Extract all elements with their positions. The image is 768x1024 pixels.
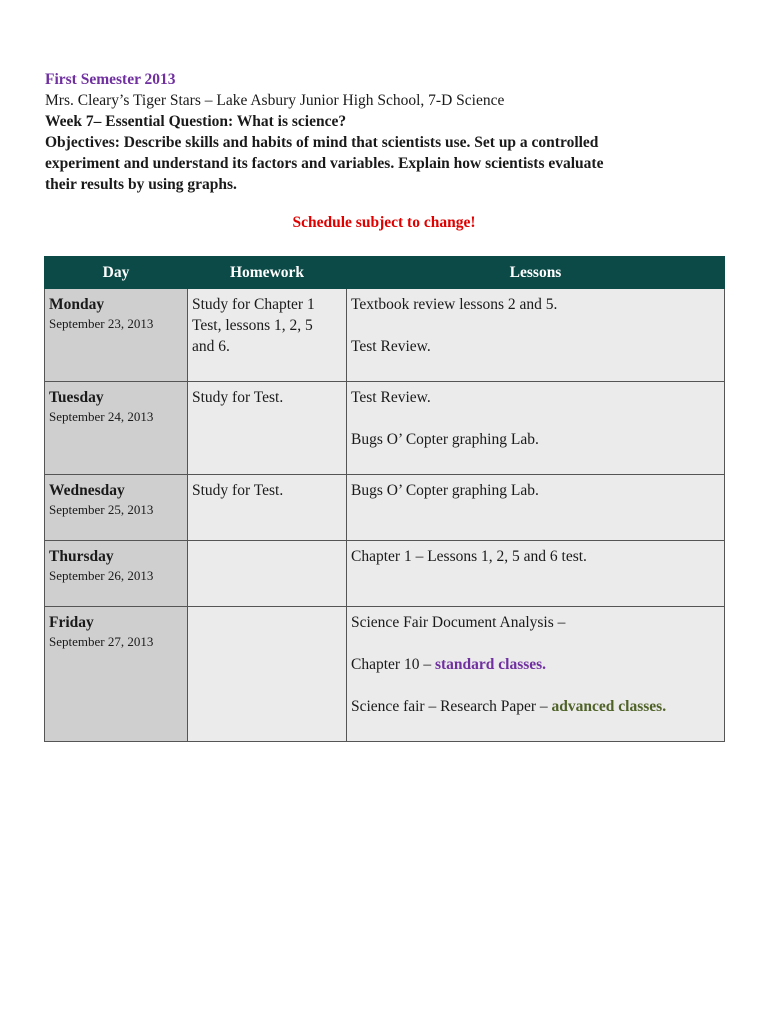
- lessons-cell: [347, 607, 725, 742]
- header-lessons: Lessons: [347, 257, 725, 289]
- day-cell: [45, 541, 188, 607]
- standard-classes-label: standard classes.: [434, 656, 547, 673]
- objectives: [45, 132, 735, 195]
- lesson-line: Textbook review lessons 2 and 5.: [351, 296, 558, 313]
- day-name: Tuesday: [49, 389, 104, 406]
- lesson-line: Test Review.: [351, 389, 431, 406]
- table-row: [45, 289, 725, 382]
- essential-question: Week 7– Essential Question: What is science?: [45, 113, 347, 130]
- lessons-cell: [347, 475, 725, 541]
- objectives-line: their results by using graphs.: [45, 176, 237, 193]
- day-cell: [45, 607, 188, 742]
- day-date: September 27, 2013: [49, 634, 154, 649]
- table-row: [45, 541, 725, 607]
- day-date: September 25, 2013: [49, 502, 154, 517]
- homework-cell: [188, 541, 347, 607]
- homework-cell: [188, 289, 347, 382]
- day-date: September 24, 2013: [49, 409, 154, 424]
- lesson-line: Bugs O’ Copter graphing Lab.: [351, 431, 539, 448]
- lesson-line: [351, 696, 719, 717]
- table-header-row: [45, 257, 725, 289]
- lesson-line: Science Fair Document Analysis –: [351, 614, 566, 631]
- day-name: Thursday: [49, 548, 114, 565]
- schedule-notice: Schedule subject to change!: [292, 214, 476, 231]
- table-row: [45, 382, 725, 475]
- lesson-line: Chapter 1 – Lessons 1, 2, 5 and 6 test.: [351, 548, 587, 565]
- homework-line: Study for Test.: [192, 389, 284, 406]
- lessons-cell: [347, 541, 725, 607]
- homework-line: and 6.: [192, 338, 230, 355]
- day-date: September 26, 2013: [49, 568, 154, 583]
- schedule-table: [44, 256, 725, 742]
- lesson-line: [351, 654, 719, 675]
- objectives-line: experiment and understand its factors and variables. Explain how scientists evaluate: [45, 155, 604, 172]
- advanced-classes-label: advanced classes.: [551, 698, 667, 715]
- day-cell: [45, 475, 188, 541]
- day-name: Friday: [49, 614, 94, 631]
- lesson-line: Test Review.: [351, 338, 431, 355]
- homework-cell: [188, 475, 347, 541]
- day-cell: [45, 382, 188, 475]
- document-header: [45, 69, 735, 195]
- lesson-text: Chapter 10 –: [351, 656, 435, 673]
- day-name: Wednesday: [49, 482, 125, 499]
- homework-line: Test, lessons 1, 2, 5: [192, 317, 313, 334]
- header-day: Day: [45, 257, 188, 289]
- table-row: [45, 475, 725, 541]
- homework-line: Study for Chapter 1: [192, 296, 315, 313]
- homework-cell: [188, 382, 347, 475]
- objectives-line: Objectives: Describe skills and habits of mind that scientists use. Set up a controlled: [45, 134, 599, 151]
- table-row: [45, 607, 725, 742]
- homework-cell: [188, 607, 347, 742]
- lesson-line: Bugs O’ Copter graphing Lab.: [351, 482, 539, 499]
- lessons-cell: [347, 382, 725, 475]
- homework-line: Study for Test.: [192, 482, 284, 499]
- header-homework: Homework: [188, 257, 347, 289]
- lessons-cell: [347, 289, 725, 382]
- day-cell: [45, 289, 188, 382]
- day-name: Monday: [49, 296, 105, 313]
- semester-title: First Semester 2013: [45, 71, 176, 88]
- class-info: Mrs. Cleary’s Tiger Stars – Lake Asbury Junior High School, 7-D Science: [45, 92, 505, 109]
- lesson-text: Science fair – Research Paper –: [351, 698, 552, 715]
- day-date: September 23, 2013: [49, 316, 154, 331]
